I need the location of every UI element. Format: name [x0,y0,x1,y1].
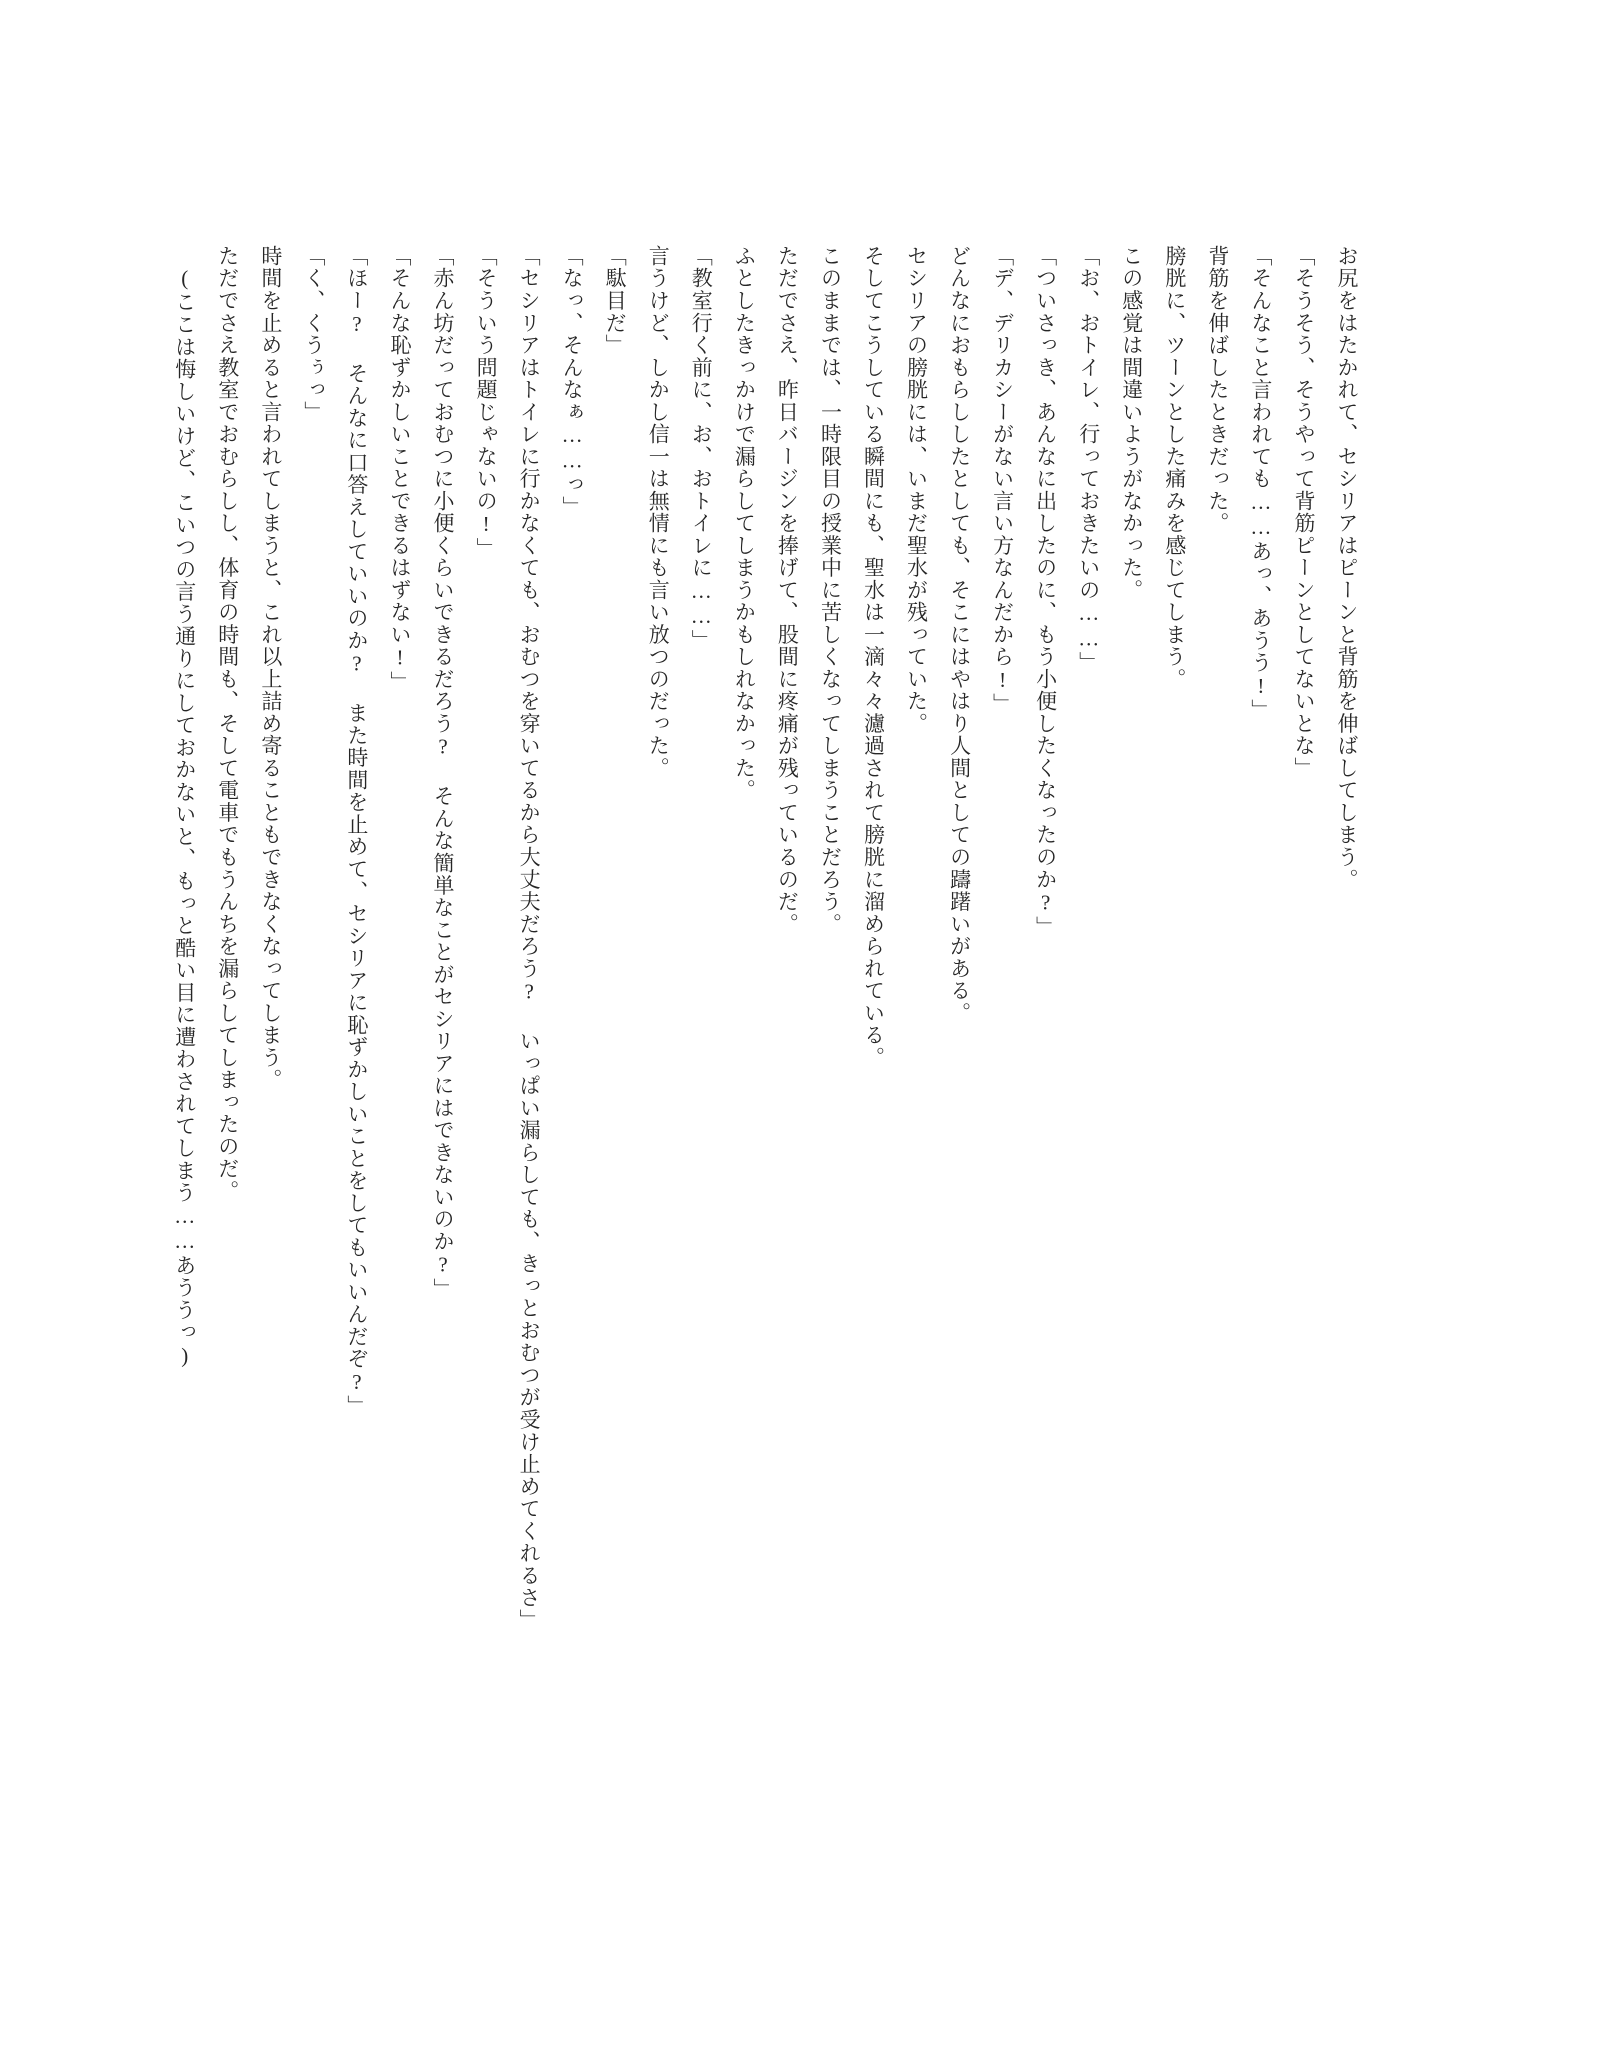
paragraph: 言うけど、しかし信一は無情にも言い放つのだった。 [646,245,671,780]
paragraph: 背筋を伸ばしたときだった。 [1205,245,1230,535]
paragraph: お尻をはたかれて、セシリアはピーンと背筋を伸ばしてしまう。 [1335,245,1359,891]
paragraph: 「ほー? そんなに口答えしていいのか? また時間を止めて、セシリアに恥ずかしいことをしてもいいんだぞ?」 [344,245,369,1418]
paragraph: 「お、おトイレ、行っておきたいの……」 [1076,245,1101,674]
paragraph: 「駄目だ」 [603,245,628,357]
paragraph: (ここは悔しいけど、こいつの言う通りにしておかないと、もっと酷い目に遭わされてしまう……あううっ) [172,266,197,1369]
paragraph: ただでさえ教室でおむらしし、体育の時間も、そして電車でもうんちを漏らしてしまったのだ。 [215,245,240,1203]
paragraph: 「ついさっき、あんなに出したのに、もう小便したくなったのか?」 [1033,245,1058,939]
paragraph: 「そんなこと言われても……あっ、あうう!」 [1248,245,1273,722]
paragraph: 「セシリアはトイレに行かなくても、おむつを穿いてるから大丈夫だろう? いっぱい漏らしても、きっとおむつが受け止めてくれるさ」 [517,245,542,1632]
paragraph: 「く、くうぅっ」 [301,245,326,424]
paragraph: そしてこうしている瞬間にも、聖水は一滴々々濾過されて膀胱に溜められている。 [861,245,886,1069]
paragraph: ただでさえ、昨日バージンを捧げて、股間に疼痛が残っているのだ。 [775,245,800,936]
paragraph: セシリアの膀胱には、いまだ聖水が残っていた。 [904,245,929,735]
paragraph: 「そうそう、そうやって背筋ピーンとしてないとな」 [1291,245,1316,780]
paragraph: ふとしたきっかけで漏らしてしまうかもしれなかった。 [732,245,757,802]
paragraph: 「そんな恥ずかしいことできるはずない!」 [387,245,412,694]
paragraph: この感覚は間違いようがなかった。 [1119,245,1144,602]
paragraph: 「赤ん坊だっておむつに小便くらいできるだろう? そんな簡単なことがセシリアにはできないのか?」 [431,245,456,1301]
paragraph: 時間を止めると言われてしまうと、これ以上詰め寄ることもできなくなってしまう。 [258,245,283,1091]
paragraph: 「そういう問題じゃないの!」 [474,245,499,560]
paragraph: 「デ、デリカシーがない言い方なんだから!」 [990,245,1015,716]
paragraph: このままでは、一時限目の授業中に苦しくなってしまうことだろう。 [818,245,843,936]
paragraph: 「なっ、そんなぁ……っ」 [560,245,585,519]
paragraph: 「教室行く前に、お、おトイレに……」 [689,245,714,652]
paragraph: 膀胱に、ツーンとした痛みを感じてしまう。 [1162,245,1187,691]
vertical-text-body [172,245,1368,1845]
paragraph: どんなにおもらししたとしても、そこにはやはり人間としての躊躇いがある。 [947,245,972,1025]
